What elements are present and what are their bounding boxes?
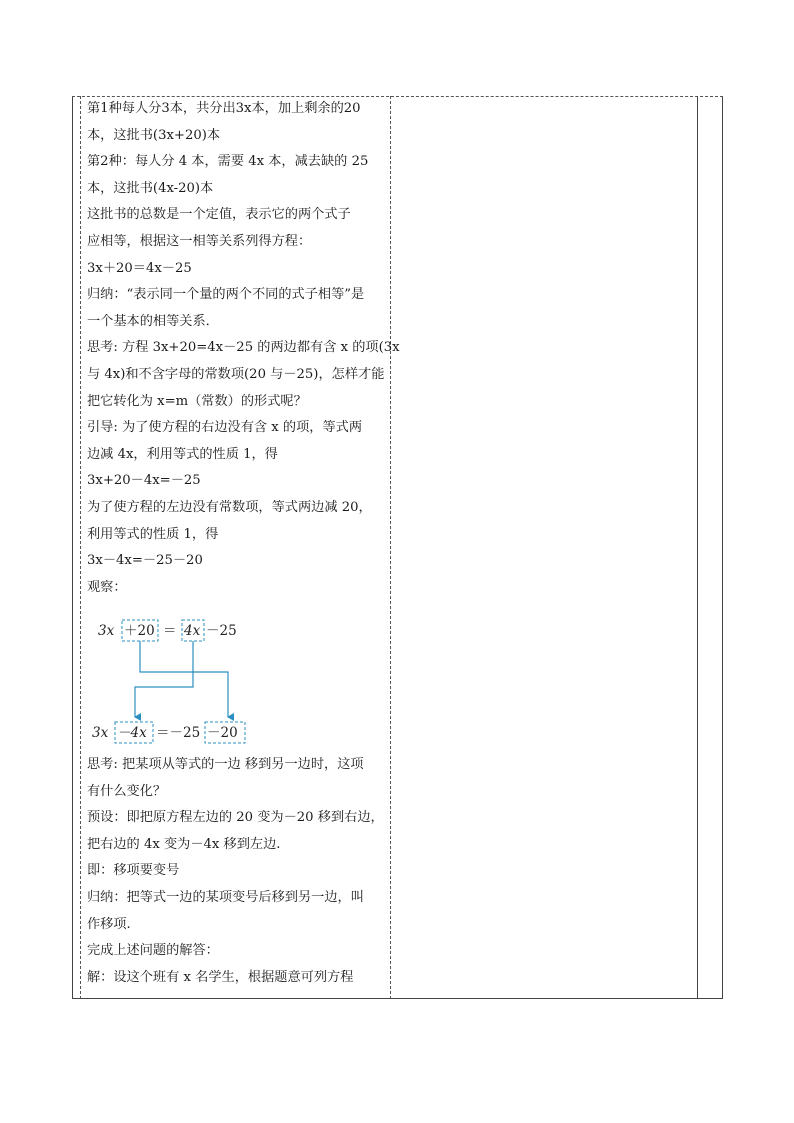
text-line: 把右边的 4x 变为－4x 移到左边.	[87, 836, 281, 852]
diagram-bottom-box-2-term: －20	[207, 725, 238, 741]
diagram-top-box-2-term: 4x	[184, 623, 201, 639]
text-line: 即：移项要变号	[87, 863, 180, 879]
text-line: 边减 4x，利用等式的性质 1，得	[87, 446, 278, 462]
text-line: 把它转化为 x=m（常数）的形式呢？	[87, 393, 307, 409]
transposition-diagram-svg	[90, 614, 260, 748]
arrow-4x-to-left	[135, 641, 193, 717]
column-divider-right	[697, 96, 698, 999]
lesson-text-column-lower	[87, 752, 387, 991]
equation-line: 3x＋20＝4x－25	[87, 260, 192, 276]
text-line: 解：设这个班有 x 名学生，根据题意可列方程	[87, 969, 354, 985]
text-line: 第1种每人分3本，共分出3x本，加上剩余的20	[87, 101, 361, 116]
diagram-top-box-1-term: ＋20	[124, 623, 155, 639]
lesson-text-column	[87, 96, 400, 601]
column-divider-middle	[390, 96, 391, 999]
diagram-top-equals: ＝	[163, 623, 177, 639]
diagram-top-right-term: －25	[206, 623, 237, 639]
equation-line: 3x－4x=－25－20	[87, 553, 203, 569]
text-line: 有什么变化？	[87, 783, 167, 799]
text-line: 完成上述问题的解答：	[87, 943, 219, 959]
text-line: 归纳：“表示同一个量的两个不同的式子相等”是	[87, 287, 365, 303]
text-line: 应相等，根据这一相等关系列得方程：	[87, 233, 312, 249]
column-divider-left	[80, 96, 81, 999]
text-line: 思考: 方程 3x+20=4x－25 的两边都有含 x 的项(3x	[87, 340, 400, 356]
transposition-diagram	[90, 614, 260, 748]
text-line: 引导: 为了使方程的右边没有含 x 的项，等式两	[87, 420, 363, 436]
arrow-plus20-to-right	[140, 641, 228, 717]
diagram-bottom-left-term: 3x	[92, 725, 109, 741]
text-line: 本，这批书(4x-20)本	[87, 180, 214, 196]
diagram-bottom-middle-term: ＝－25	[156, 725, 201, 741]
text-line: 思考: 把某项从等式的一边 移到另一边时，这项	[87, 757, 364, 772]
diagram-top-left-term: 3x	[98, 623, 115, 639]
diagram-bottom-box-1-term: －4x	[117, 725, 147, 741]
text-line: 本，这批书(3x+20)本	[87, 127, 221, 143]
text-line: 预设：即把原方程左边的 20 变为－20 移到右边，	[87, 810, 384, 826]
text-line: 第2种：每人分 4 本，需要 4x 本，减去缺的 25	[87, 154, 369, 170]
text-line: 归纳：把等式一边的某项变号后移到另一边，叫	[87, 889, 364, 905]
text-line: 作移项.	[87, 916, 131, 932]
text-line: 利用等式的性质 1，得	[87, 526, 219, 542]
text-line: 这批书的总数是一个定值，表示它的两个式子	[87, 207, 351, 223]
text-line: 一个基本的相等关系．	[87, 313, 219, 329]
equation-line: 3x+20－4x=－25	[87, 473, 201, 489]
text-line: 与 4x)和不含字母的常数项(20 与－25)，怎样才能	[87, 366, 385, 382]
text-line: 为了使方程的左边没有常数项，等式两边减 20，	[87, 499, 372, 515]
text-line: 观察：	[87, 579, 127, 595]
